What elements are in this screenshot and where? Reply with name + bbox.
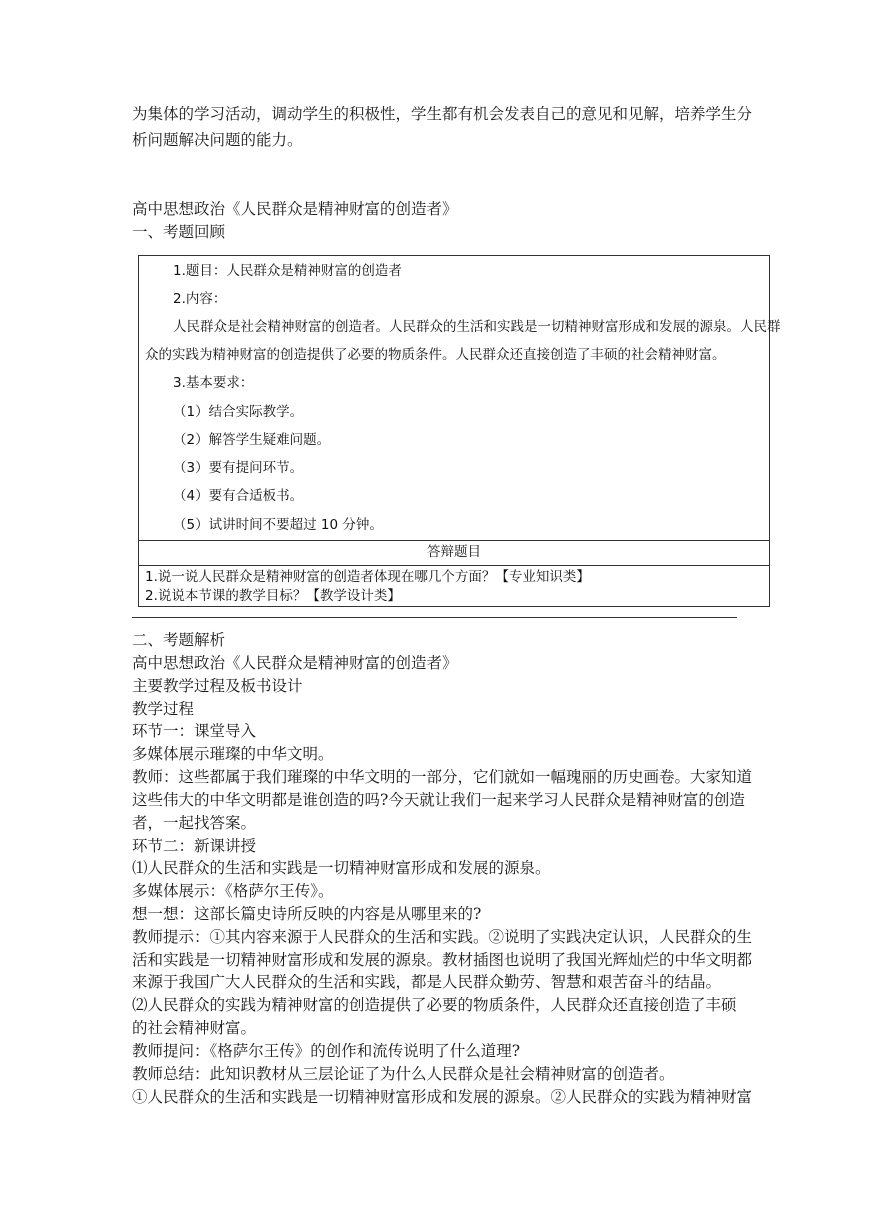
paragraph-line: 多媒体展示：《格萨尔王传》。 <box>132 882 334 900</box>
exam-requirements-label: 3.基本要求： <box>173 375 254 391</box>
defense-header: 答辩题目 <box>427 544 481 560</box>
paragraph-line: 环节一：课堂导入 <box>132 722 257 740</box>
requirement-item: （2）解答学生疑难问题。 <box>173 432 331 448</box>
section-heading: 一、考题回顾 <box>132 223 226 241</box>
exam-content-label: 2.内容： <box>173 291 227 307</box>
paragraph-line: ⑵人民群众的实践为精神财富的创造提供了必要的物质条件，人民群众还直接创造了丰硕 <box>132 996 737 1014</box>
requirement-item: （1）结合实际教学。 <box>173 404 304 420</box>
paragraph-line: 教师提问：《格萨尔王传》的创作和流传说明了什么道理? <box>132 1042 521 1060</box>
paragraph-line: 的社会精神财富。 <box>132 1019 257 1037</box>
paragraph-line: ①人民群众的生活和实践是一切精神财富形成和发展的源泉。②人民群众的实践为精神财富 <box>132 1088 753 1106</box>
paragraph-line: 析问题解决问题的能力。 <box>132 131 303 149</box>
paragraph-line: 教师提示：①其内容来源于人民群众的生活和实践。②说明了实践决定认识，人民群众的生 <box>132 928 753 946</box>
paragraph-line: 想一想：这部长篇史诗所反映的内容是从哪里来的? <box>132 905 482 923</box>
exam-question-box <box>138 255 781 607</box>
exam-content-text: 众的实践为精神财富的创造提供了必要的物质条件。人民群众还直接创造了丰硕的社会精神财富。 <box>145 347 726 363</box>
table-divider <box>139 540 769 541</box>
exam-content-text: 人民群众是社会精神财富的创造者。人民群众的生活和实践是一切精神财富形成和发展的源泉。人民群 <box>173 319 781 335</box>
exam-topic: 1.题目：人民群众是精神财富的创造者 <box>173 263 402 279</box>
document-title: 高中思想政治《人民群众是精神财富的创造者》 <box>132 200 458 218</box>
requirement-item: （4）要有合适板书。 <box>173 488 304 504</box>
table-divider <box>139 565 769 566</box>
paragraph-line: 活和实践是一切精神财富形成和发展的源泉。教材插图也说明了我国光辉灿烂的中华文明都 <box>132 951 753 969</box>
requirement-item: （3）要有提问环节。 <box>173 460 304 476</box>
paragraph-line: 高中思想政治《人民群众是精神财富的创造者》 <box>132 654 458 672</box>
paragraph-line: 主要教学过程及板书设计 <box>132 677 303 695</box>
requirement-item: （5）试讲时间不要超过 10 分钟。 <box>173 517 383 533</box>
paragraph-line: 环节二：新课讲授 <box>132 837 257 855</box>
section-heading: 二、考题解析 <box>132 631 226 649</box>
paragraph-line: 为集体的学习活动，调动学生的积极性，学生都有机会发表自己的意见和见解，培养学生分 <box>132 105 753 123</box>
paragraph-line: 这些伟大的中华文明都是谁创造的吗?今天就让我们一起来学习人民群众是精神财富的创造 <box>132 791 745 809</box>
paragraph-line: 多媒体展示璀璨的中华文明。 <box>132 745 334 763</box>
defense-question: 2.说说本节课的教学目标？【教学设计类】 <box>145 588 401 604</box>
paragraph-line: 者，一起找答案。 <box>132 814 257 832</box>
paragraph-line: 来源于我国广大人民群众的生活和实践，都是人民群众勤劳、智慧和艰苦奋斗的结晶。 <box>132 973 722 991</box>
paragraph-line: ⑴人民群众的生活和实践是一切精神财富形成和发展的源泉。 <box>132 859 551 877</box>
section-rule <box>132 617 737 618</box>
paragraph-line: 教师：这些都属于我们璀璨的中华文明的一部分，它们就如一幅瑰丽的历史画卷。大家知道 <box>132 768 753 786</box>
paragraph-line: 教学过程 <box>132 700 195 718</box>
paragraph-line: 教师总结：此知识教材从三层论证了为什么人民群众是社会精神财富的创造者。 <box>132 1065 675 1083</box>
defense-question: 1.说一说人民群众是精神财富的创造者体现在哪几个方面？【专业知识类】 <box>145 569 590 585</box>
